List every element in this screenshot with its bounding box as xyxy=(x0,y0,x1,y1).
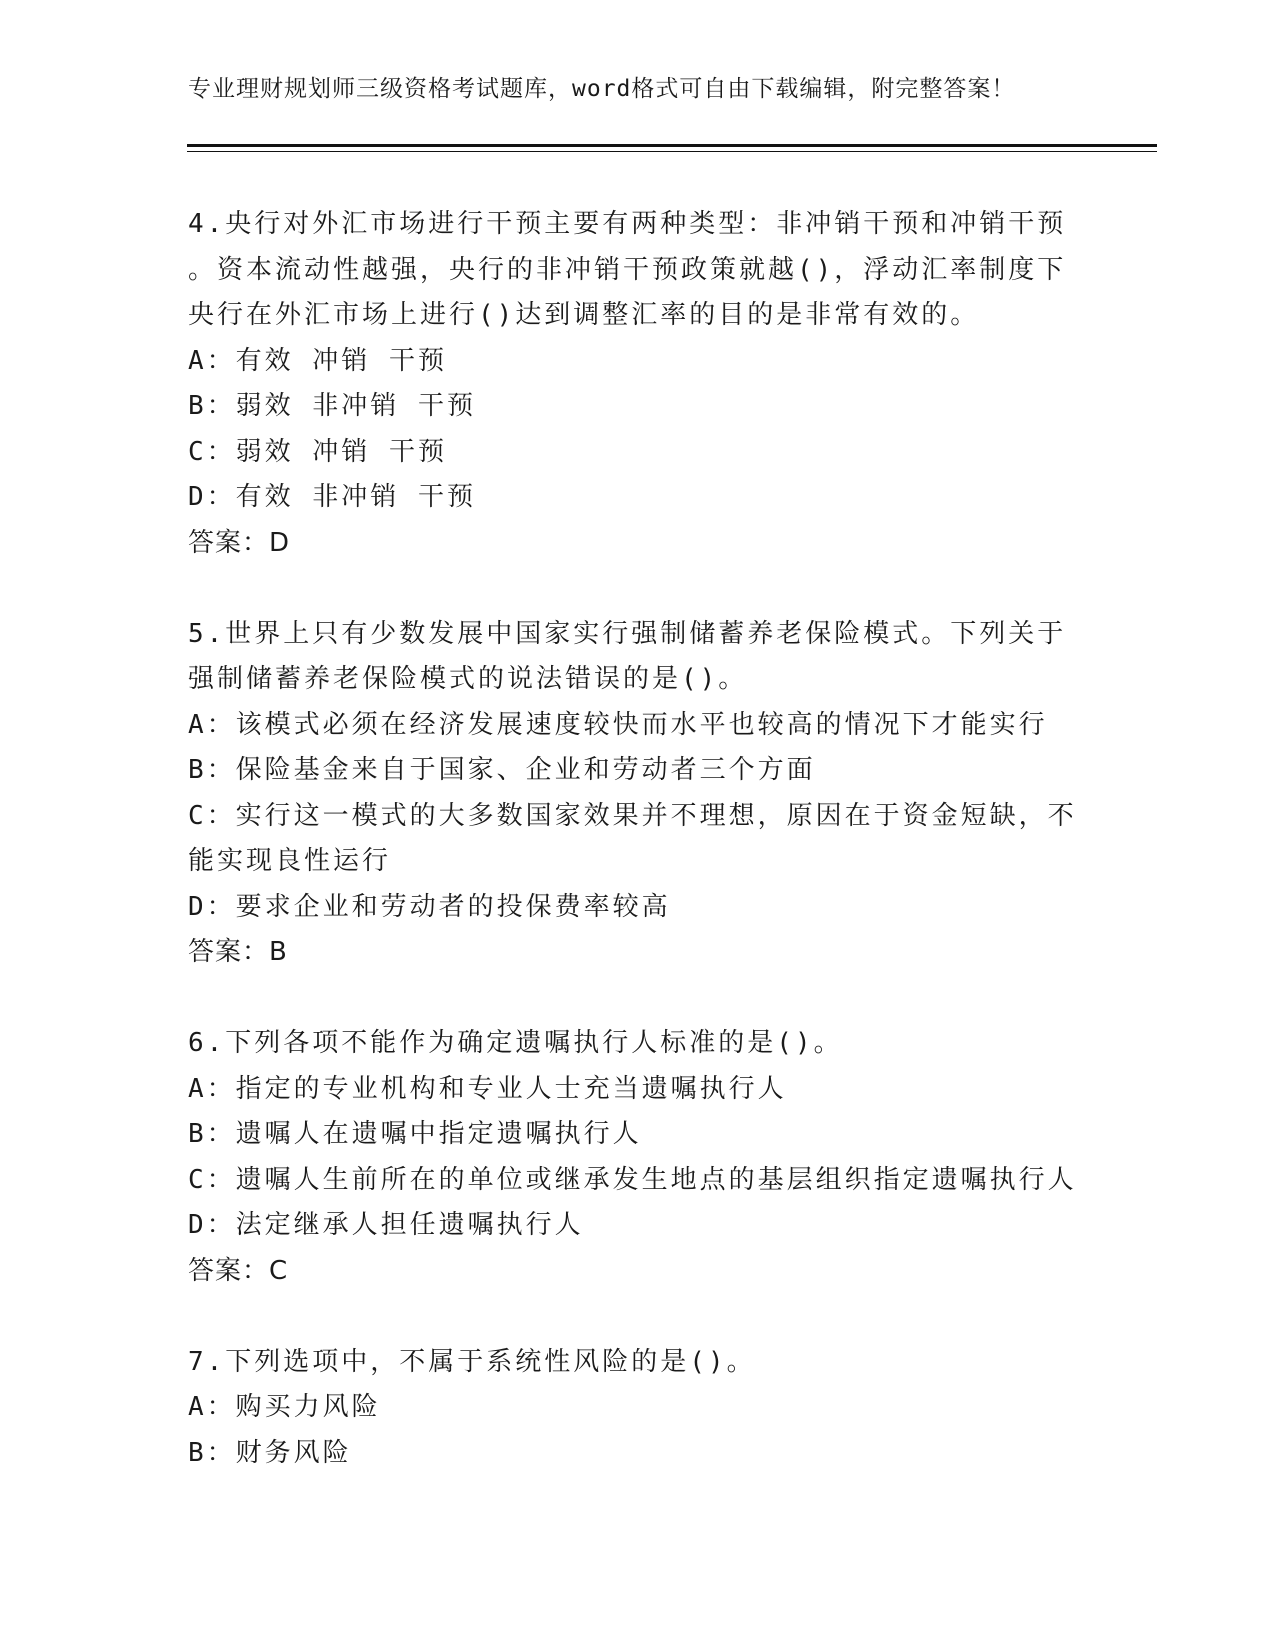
option-b: B：保险基金来自于国家、企业和劳动者三个方面 xyxy=(188,755,816,785)
question-stem-line: 央行在外汇市场上进行()达到调整汇率的目的是非常有效的。 xyxy=(188,300,980,330)
option-a: A：指定的专业机构和专业人士充当遗嘱执行人 xyxy=(188,1073,787,1104)
option-c: C：弱效 冲销 干预 xyxy=(188,436,447,467)
question-stem-line: 7.下列选项中，不属于系统性风险的是()。 xyxy=(188,1346,756,1377)
option-c: C：实行这一模式的大多数国家效果并不理想，原因在于资金短缺，不 xyxy=(188,800,1077,831)
question-stem-line: 4.央行对外汇市场进行干预主要有两种类型：非冲销干预和冲销干预 xyxy=(188,209,1067,239)
option-a: A：有效 冲销 干预 xyxy=(188,345,447,376)
option-c-continued: 能实现良性运行 xyxy=(188,846,392,876)
question-5 xyxy=(188,612,1088,976)
question-stem-line: 强制储蓄养老保险模式的说法错误的是()。 xyxy=(188,664,748,694)
option-a: A：该模式必须在经济发展速度较快而水平也较高的情况下才能实行 xyxy=(188,709,1048,740)
option-d: D：有效 非冲销 干预 xyxy=(188,482,476,512)
question-4 xyxy=(188,202,1088,566)
answer-line: 答案：B xyxy=(188,937,288,967)
header-rule-thick xyxy=(187,144,1157,147)
question-stem-line: 5.世界上只有少数发展中国家实行强制储蓄养老保险模式。下列关于 xyxy=(188,618,1067,649)
question-7 xyxy=(188,1340,1088,1477)
answer-line: 答案：C xyxy=(188,1255,289,1286)
answer-line: 答案：D xyxy=(188,527,291,558)
option-d: D：法定继承人担任遗嘱执行人 xyxy=(188,1210,584,1240)
page-header: 专业理财规划师三级资格考试题库，word格式可自由下载编辑，附完整答案！ xyxy=(188,76,1016,102)
option-b: B：遗嘱人在遗嘱中指定遗嘱执行人 xyxy=(188,1119,642,1149)
option-b: B：弱效 非冲销 干预 xyxy=(188,391,476,421)
question-6 xyxy=(188,1021,1088,1294)
question-stem-line: 。资本流动性越强，央行的非冲销干预政策就越()，浮动汇率制度下 xyxy=(188,254,1067,285)
option-c: C：遗嘱人生前所在的单位或继承发生地点的基层组织指定遗嘱执行人 xyxy=(188,1164,1077,1195)
question-stem-line: 6.下列各项不能作为确定遗嘱执行人标准的是()。 xyxy=(188,1028,843,1058)
question-list xyxy=(188,202,1088,1522)
header-rule-thin xyxy=(187,151,1157,152)
option-a: A：购买力风险 xyxy=(188,1392,381,1422)
option-b: B：财务风险 xyxy=(188,1437,352,1468)
option-d: D：要求企业和劳动者的投保费率较高 xyxy=(188,891,671,922)
